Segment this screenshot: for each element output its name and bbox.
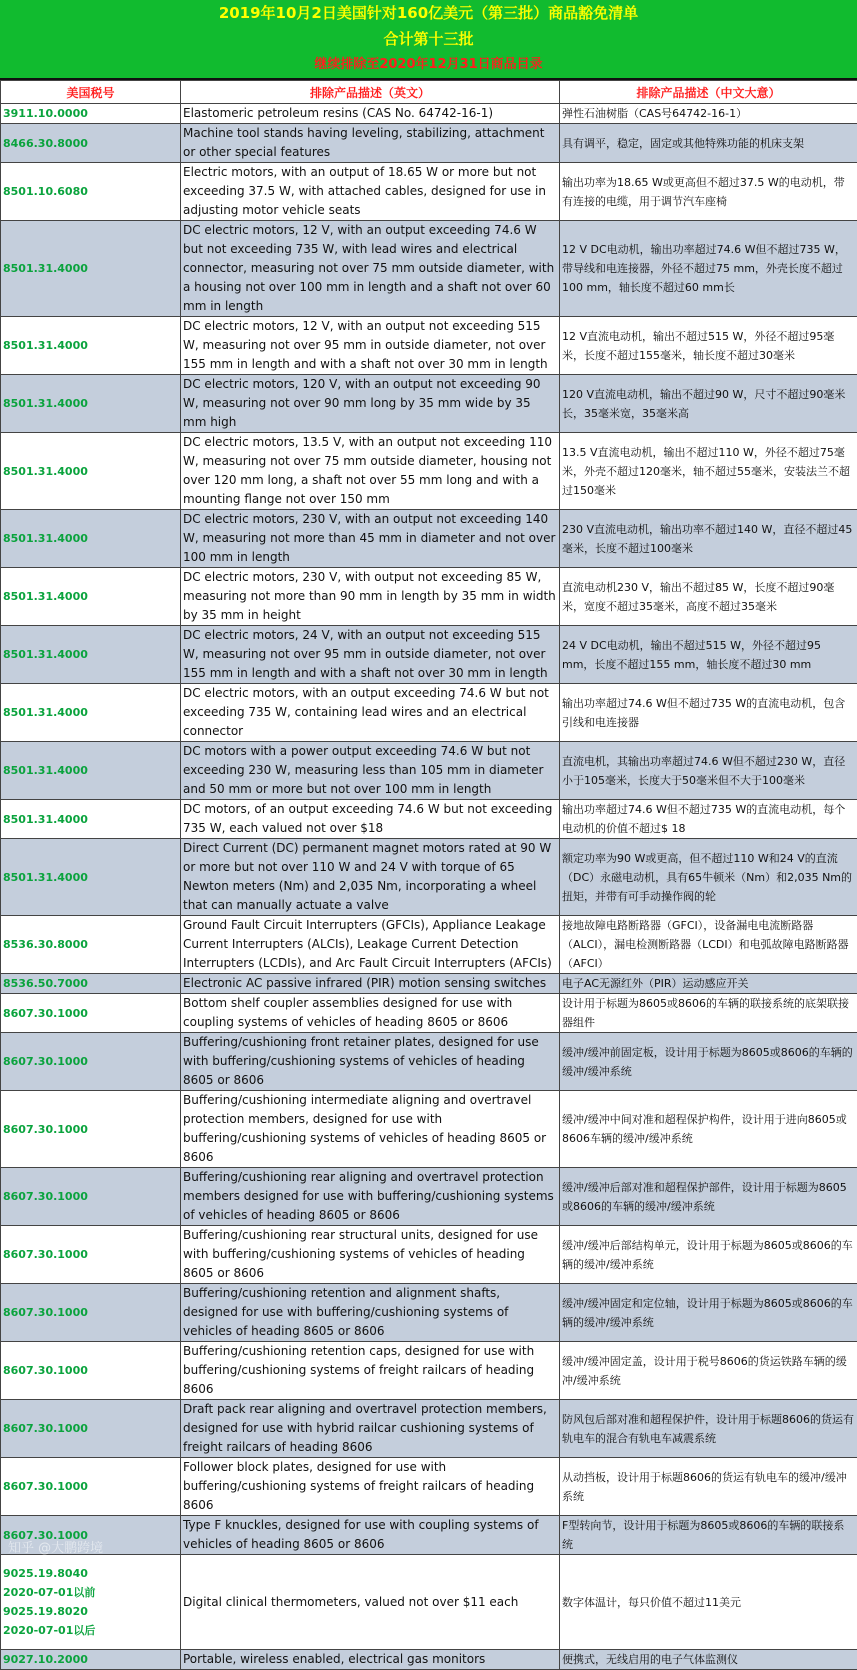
- english-description-cell: DC electric motors, 12 V, with an output exceeding 74.6 W but not exceeding 735 W, with lead wires and electrical connector, measuring not over 75 mm outside diameter, with a housing not over 100 mm in length and a shaft not over 60 mm in length: [181, 221, 560, 317]
- table-row: [1, 742, 857, 800]
- chinese-description-cell: 缓冲/缓冲前固定板，设计用于标题为8605或8606的车辆的缓冲/缓冲系统: [560, 1033, 857, 1091]
- table-row: [1, 104, 857, 124]
- table-row: [1, 1226, 857, 1284]
- tariff-code-cell: 8607.30.1000: [1, 1168, 181, 1226]
- tariff-code-cell: 8501.31.4000: [1, 568, 181, 626]
- chinese-description-cell: 直流电机，其输出功率超过74.6 W但不超过230 W，直径小于105毫米，长度大于50毫米但不大于100毫米: [560, 742, 857, 800]
- english-description-cell: DC electric motors, 230 V, with an output not exceeding 140 W, measuring not more than 45 mm in diameter and not over 100 mm in length: [181, 510, 560, 568]
- tariff-code-cell: 8501.31.4000: [1, 375, 181, 433]
- chinese-description-cell: 缓冲/缓冲固定盖，设计用于税号8606的货运铁路车辆的缓冲/缓冲系统: [560, 1342, 857, 1400]
- chinese-description-cell: 230 V直流电动机，输出功率不超过140 W，直径不超过45毫米，长度不超过100毫米: [560, 510, 857, 568]
- tariff-code-cell: 8466.30.8000: [1, 124, 181, 163]
- chinese-description-cell: 120 V直流电动机，输出不超过90 W，尺寸不超过90毫米长，35毫米宽，35毫米高: [560, 375, 857, 433]
- english-description-cell: Machine tool stands having leveling, stabilizing, attachment or other special features: [181, 124, 560, 163]
- table-row: [1, 974, 857, 994]
- english-description-cell: DC motors, of an output exceeding 74.6 W but not exceeding 735 W, each valued not over $18: [181, 800, 560, 839]
- tariff-code-cell: 8607.30.1000: [1, 1400, 181, 1458]
- english-description-cell: DC electric motors, 12 V, with an output not exceeding 515 W, measuring not over 95 mm in outside diameter, not over 155 mm in length and with a shaft not over 30 mm in length: [181, 317, 560, 375]
- english-description-cell: Electronic AC passive infrared (PIR) motion sensing switches: [181, 974, 560, 994]
- sheet-subtitle: 合计第十三批: [0, 26, 857, 52]
- table-row: [1, 994, 857, 1033]
- chinese-description-cell: 设计用于标题为8605或8606的车辆的联接系统的底架联接器组件: [560, 994, 857, 1033]
- english-description-cell: DC electric motors, 24 V, with an output not exceeding 515 W, measuring not over 95 mm in outside diameter, not over 155 mm in length and with a shaft not over 30 mm in length: [181, 626, 560, 684]
- tariff-code-cell: 8607.30.1000: [1, 1033, 181, 1091]
- table-row: [1, 510, 857, 568]
- english-description-cell: DC electric motors, 230 V, with output not exceeding 85 W, measuring not more than 90 mm in length by 35 mm in width by 35 mm in height: [181, 568, 560, 626]
- english-description-cell: DC electric motors, 13.5 V, with an output not exceeding 110 W, measuring not over 75 mm outside diameter, housing not over 120 mm long, a shaft not over 55 mm long and with a mounting flange not over 150 mm: [181, 433, 560, 510]
- table-row: [1, 1516, 857, 1555]
- tariff-code-cell: 8501.10.6080: [1, 163, 181, 221]
- tariff-code-cell: 8501.31.4000: [1, 433, 181, 510]
- table-row: [1, 1555, 857, 1650]
- tariff-code-cell: 8536.30.8000: [1, 916, 181, 974]
- english-description-cell: DC motors with a power output exceeding 74.6 W but not exceeding 230 W, measuring less than 105 mm in diameter and 50 mm or more but not over 100 mm in length: [181, 742, 560, 800]
- english-description-cell: Follower block plates, designed for use with buffering/cushioning systems of freight railcars of heading 8606: [181, 1458, 560, 1516]
- table-row: [1, 163, 857, 221]
- chinese-description-cell: 数字体温计，每只价值不超过11美元: [560, 1555, 857, 1650]
- sheet-note: 继续排除至2020年12月31日商品目录: [0, 52, 857, 78]
- tariff-code-cell: 8607.30.1000: [1, 1342, 181, 1400]
- chinese-description-cell: F型转向节，设计用于标题为8605或8606的车辆的联接系统: [560, 1516, 857, 1555]
- english-description-cell: Ground Fault Circuit Interrupters (GFCIs), Appliance Leakage Current Interrupters (ALCIs), Leakage Current Detection Interrupters (LCDIs), and Arc Fault Circuit Interrupters (AFCIs): [181, 916, 560, 974]
- title-banner: [0, 0, 857, 80]
- tariff-code-cell: 8536.50.7000: [1, 974, 181, 994]
- chinese-description-cell: 输出功率超过74.6 W但不超过735 W的直流电动机，包含引线和电连接器: [560, 684, 857, 742]
- english-description-cell: Buffering/cushioning retention caps, designed for use with buffering/cushioning systems of freight railcars of heading 8606: [181, 1342, 560, 1400]
- english-description-cell: Portable, wireless enabled, electrical gas monitors: [181, 1650, 560, 1670]
- chinese-description-cell: 输出功率超过74.6 W但不超过735 W的直流电动机，每个电动机的价值不超过$ 18: [560, 800, 857, 839]
- chinese-description-cell: 12 V直流电动机，输出不超过515 W，外径不超过95毫米，长度不超过155毫米，轴长度不超过30毫米: [560, 317, 857, 375]
- chinese-description-cell: 从动挡板，设计用于标题8606的货运有轨电车的缓冲/缓冲系统: [560, 1458, 857, 1516]
- tariff-code-cell: 8501.31.4000: [1, 800, 181, 839]
- table-row: [1, 916, 857, 974]
- tariff-code-cell: 8501.31.4000: [1, 742, 181, 800]
- english-description-cell: Buffering/cushioning retention and alignment shafts, designed for use with buffering/cushioning systems of vehicles of heading 8605 or 8606: [181, 1284, 560, 1342]
- english-description-cell: DC electric motors, with an output exceeding 74.6 W but not exceeding 735 W, containing lead wires and an electrical connector: [181, 684, 560, 742]
- table-row: [1, 375, 857, 433]
- english-description-cell: DC electric motors, 120 V, with an output not exceeding 90 W, measuring not over 90 mm long by 35 mm wide by 35 mm high: [181, 375, 560, 433]
- tariff-code-cell: 8501.31.4000: [1, 510, 181, 568]
- english-description-cell: Digital clinical thermometers, valued not over $11 each: [181, 1555, 560, 1650]
- english-description-cell: Direct Current (DC) permanent magnet motors rated at 90 W or more but not over 110 W and 24 V with torque of 65 Newton meters (Nm) and 2,035 Nm, incorporating a wheel that can manually actuate a valve: [181, 839, 560, 916]
- chinese-description-cell: 缓冲/缓冲中间对准和超程保护构件，设计用于进向8605或8606车辆的缓冲/缓冲系统: [560, 1091, 857, 1168]
- chinese-description-cell: 缓冲/缓冲固定和定位轴，设计用于标题为8605或8606的车辆的缓冲/缓冲系统: [560, 1284, 857, 1342]
- table-body: [1, 104, 857, 1670]
- chinese-description-cell: 防风包后部对准和超程保护件，设计用于标题8606的货运有轨电车的混合有轨电车减震系统: [560, 1400, 857, 1458]
- tariff-code-cell: 9027.10.2000: [1, 1650, 181, 1670]
- table-row: [1, 221, 857, 317]
- chinese-description-cell: 弹性石油树脂（CAS号64742-16-1）: [560, 104, 857, 124]
- english-description-cell: Buffering/cushioning front retainer plates, designed for use with buffering/cushioning systems of vehicles of heading 8605 or 8606: [181, 1033, 560, 1091]
- table-row: [1, 1342, 857, 1400]
- tariff-code-cell: 8501.31.4000: [1, 839, 181, 916]
- tariff-code-cell: 8501.31.4000: [1, 626, 181, 684]
- table-row: [1, 1168, 857, 1226]
- chinese-description-cell: 缓冲/缓冲后部对准和超程保护部件，设计用于标题为8605或8606的车辆的缓冲/缓冲系统: [560, 1168, 857, 1226]
- table-row: [1, 317, 857, 375]
- chinese-description-cell: 接地故障电路断路器（GFCI），设备漏电电流断路器（ALCI），漏电检测断路器（LCDI）和电弧故障电路断路器（AFCI）: [560, 916, 857, 974]
- english-description-cell: Type F knuckles, designed for use with coupling systems of vehicles of heading 8605 or 8606: [181, 1516, 560, 1555]
- tariff-code-cell: 8607.30.1000: [1, 1091, 181, 1168]
- table-row: [1, 1091, 857, 1168]
- tariff-code-cell: 8607.30.1000: [1, 1516, 181, 1555]
- column-header-chinese: 排除产品描述（中文大意）: [560, 81, 857, 104]
- chinese-description-cell: 电子AC无源红外（PIR）运动感应开关: [560, 974, 857, 994]
- chinese-description-cell: 输出功率为18.65 W或更高但不超过37.5 W的电动机，带有连接的电缆，用于调节汽车座椅: [560, 163, 857, 221]
- table-row: [1, 839, 857, 916]
- table-row: [1, 684, 857, 742]
- chinese-description-cell: 具有调平，稳定，固定或其他特殊功能的机床支架: [560, 124, 857, 163]
- english-description-cell: Electric motors, with an output of 18.65 W or more but not exceeding 37.5 W, with attached cables, designed for use in adjusting motor vehicle seats: [181, 163, 560, 221]
- table-row: [1, 1284, 857, 1342]
- tariff-code-cell: 3911.10.0000: [1, 104, 181, 124]
- chinese-description-cell: 额定功率为90 W或更高，但不超过110 W和24 V的直流（DC）永磁电动机，具有65牛顿米（Nm）和2,035 Nm的扭矩，并带有可手动操作阀的轮: [560, 839, 857, 916]
- column-header-code: 美国税号: [1, 81, 181, 104]
- table-row: [1, 800, 857, 839]
- tariff-code-cell: 8607.30.1000: [1, 1458, 181, 1516]
- english-description-cell: Buffering/cushioning rear aligning and overtravel protection members designed for use with buffering/cushioning systems of vehicles of heading 8605 or 8606: [181, 1168, 560, 1226]
- table-row: [1, 568, 857, 626]
- table-row: [1, 124, 857, 163]
- tariff-code-cell: 9025.19.8040 2020-07-01以前 9025.19.8020 2020-07-01以后: [1, 1555, 181, 1650]
- table-row: [1, 1458, 857, 1516]
- english-description-cell: Buffering/cushioning rear structural units, designed for use with buffering/cushioning systems of vehicles of heading 8605 or 8606: [181, 1226, 560, 1284]
- tariff-code-cell: 8501.31.4000: [1, 684, 181, 742]
- watermark: 知乎 @大鹏跨境: [8, 1537, 103, 1556]
- english-description-cell: Draft pack rear aligning and overtravel protection members, designed for use with hybrid railcar cushioning systems of freight railcars of heading 8606: [181, 1400, 560, 1458]
- table-row: [1, 1650, 857, 1670]
- table-row: [1, 1400, 857, 1458]
- tariff-code-cell: 8501.31.4000: [1, 317, 181, 375]
- table-row: [1, 626, 857, 684]
- chinese-description-cell: 便携式，无线启用的电子气体监测仪: [560, 1650, 857, 1670]
- table-header-row: [1, 81, 857, 104]
- sheet-title: 2019年10月2日美国针对160亿美元（第三批）商品豁免清单: [0, 0, 857, 26]
- chinese-description-cell: 24 V DC电动机，输出不超过515 W，外径不超过95 mm，长度不超过155 mm，轴长度不超过30 mm: [560, 626, 857, 684]
- column-header-english: 排除产品描述（英文）: [181, 81, 560, 104]
- table-row: [1, 433, 857, 510]
- english-description-cell: Buffering/cushioning intermediate aligning and overtravel protection members, designed for use with buffering/cushioning systems of vehicles of heading 8605 or 8606: [181, 1091, 560, 1168]
- tariff-code-cell: 8501.31.4000: [1, 221, 181, 317]
- english-description-cell: Bottom shelf coupler assemblies designed for use with coupling systems of vehicles of heading 8605 or 8606: [181, 994, 560, 1033]
- tariff-code-cell: 8607.30.1000: [1, 1284, 181, 1342]
- table-row: [1, 1033, 857, 1091]
- chinese-description-cell: 13.5 V直流电动机，输出不超过110 W，外径不超过75毫米，外壳不超过120毫米，轴不超过55毫米，安装法兰不超过150毫米: [560, 433, 857, 510]
- tariff-code-cell: 8607.30.1000: [1, 1226, 181, 1284]
- english-description-cell: Elastomeric petroleum resins (CAS No. 64742-16-1): [181, 104, 560, 124]
- exclusion-table: [0, 80, 857, 1670]
- tariff-code-cell: 8607.30.1000: [1, 994, 181, 1033]
- chinese-description-cell: 缓冲/缓冲后部结构单元，设计用于标题为8605或8606的车辆的缓冲/缓冲系统: [560, 1226, 857, 1284]
- chinese-description-cell: 12 V DC电动机，输出功率超过74.6 W但不超过735 W，带导线和电连接器，外径不超过75 mm，外壳长度不超过100 mm，轴长度不超过60 mm长: [560, 221, 857, 317]
- chinese-description-cell: 直流电动机230 V，输出不超过85 W，长度不超过90毫米，宽度不超过35毫米，高度不超过35毫米: [560, 568, 857, 626]
